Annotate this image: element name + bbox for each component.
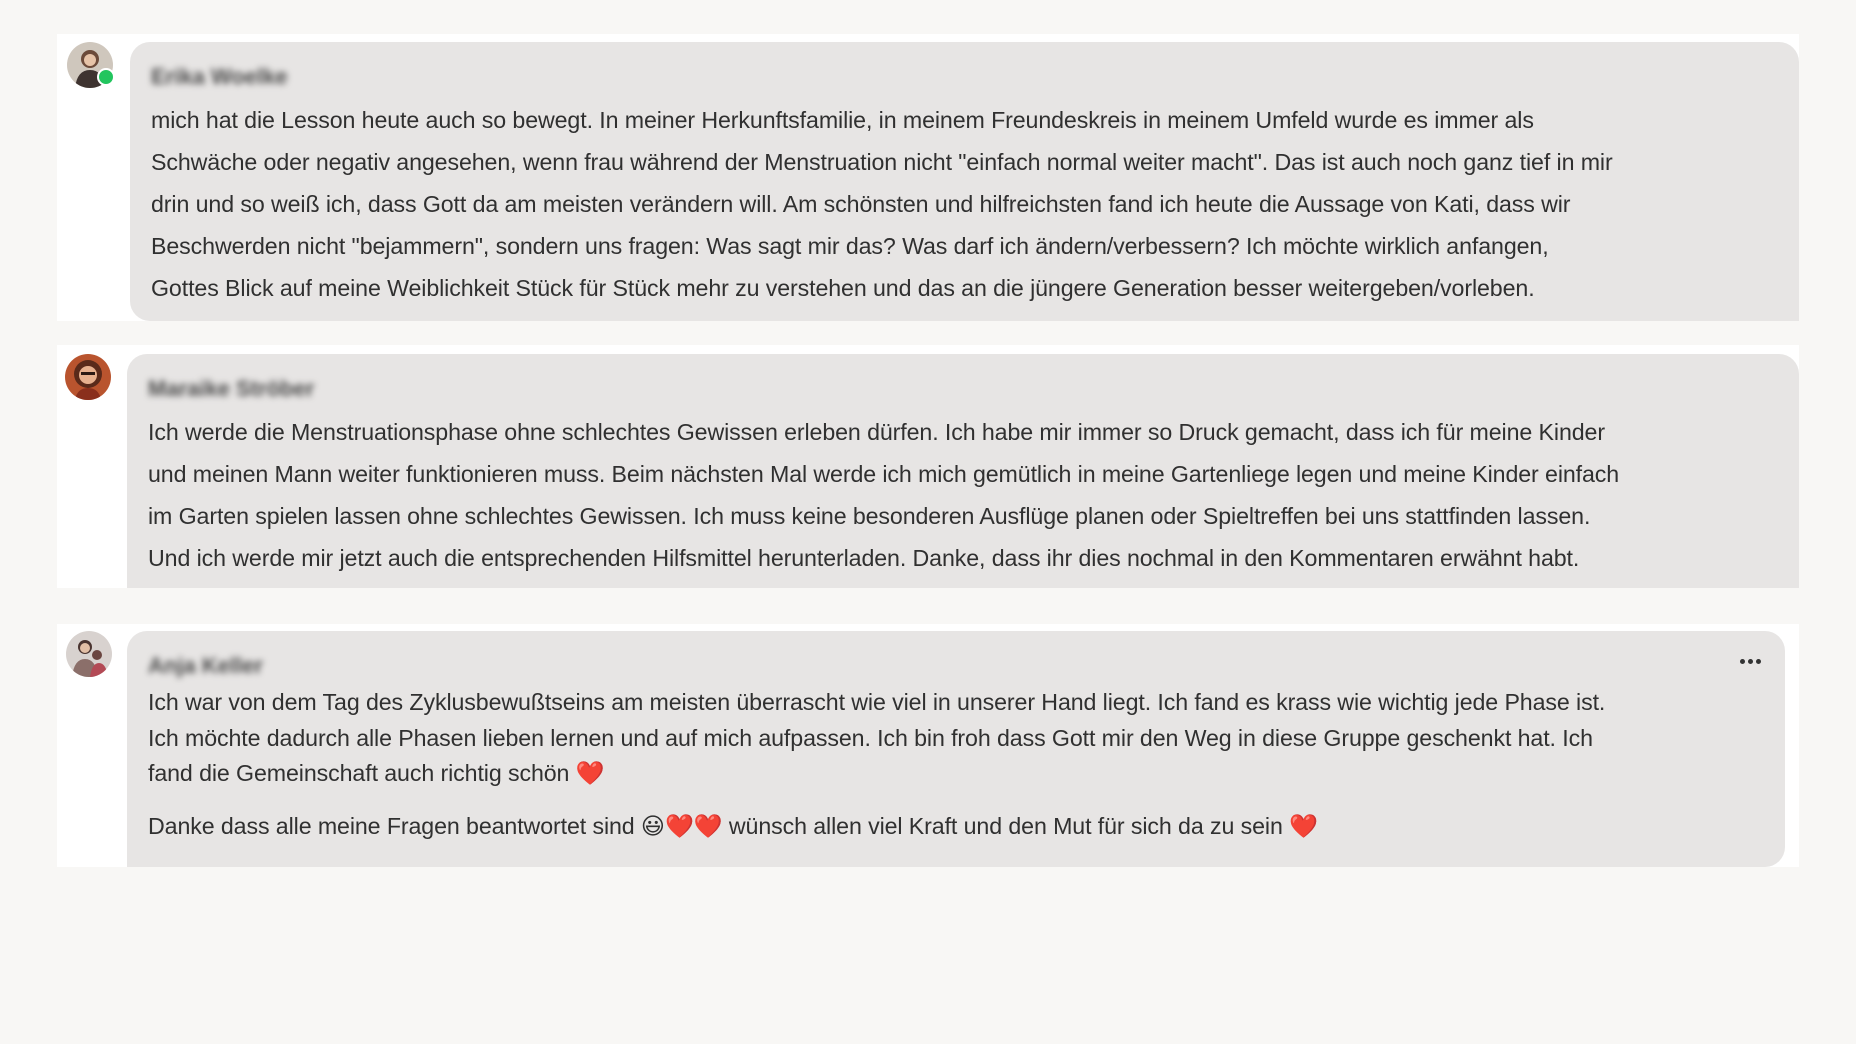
comment-line: mich hat die Lesson heute auch so bewegt. In meiner Herkunftsfamilie, in meinem Freundeskreis in meinem Umfeld wurde es immer als <box>151 107 1534 133</box>
comment-line: Danke dass alle meine Fragen beantwortet sind 😃❤️❤️ wünsch allen viel Kraft und den Mut für sich da zu sein ❤️ <box>148 813 1318 839</box>
comment-text <box>151 99 1613 309</box>
avatar[interactable] <box>65 354 111 400</box>
author-name[interactable]: Maraike Ströber <box>148 376 315 401</box>
comment-item <box>57 624 1799 867</box>
avatar[interactable] <box>66 631 112 677</box>
author-name[interactable]: Erika Woelke <box>151 64 288 89</box>
comment-line: drin und so weiß ich, dass Gott da am meisten verändern will. Am schönsten und hilfreichsten fand ich heute die Aussage von Kati, dass wir <box>151 191 1571 217</box>
comment-line: Und ich werde mir jetzt auch die entsprechenden Hilfsmittel herunterladen. Danke, dass ihr dies nochmal in den Kommentaren erwähnt habt. <box>148 545 1580 571</box>
online-status-icon <box>97 68 115 86</box>
comment-text <box>148 808 1318 844</box>
comment-line: und meinen Mann weiter funktionieren muss. Beim nächsten Mal werde ich mich gemütlich in meine Gartenliege legen und meine Kinder einfach <box>148 461 1620 487</box>
comment-bubble <box>130 42 1799 321</box>
comment-line: Schwäche oder negativ angesehen, wenn frau während der Menstruation nicht "einfach normal weiter macht". Das ist auch noch ganz tief in mir <box>151 149 1613 175</box>
comment-line: im Garten spielen lassen ohne schlechtes Gewissen. Ich muss keine besonderen Ausflüge planen oder Spieltreffen bei uns stattfinden lassen. <box>148 503 1591 529</box>
more-horizontal-icon <box>1748 659 1753 664</box>
comment-line: fand die Gemeinschaft auch richtig schön ❤️ <box>148 760 605 786</box>
comment-line: Gottes Blick auf meine Weiblichkeit Stück für Stück mehr zu verstehen und das an die jüngere Generation besser weitergeben/vorleben. <box>151 275 1535 301</box>
more-horizontal-icon <box>1756 659 1761 664</box>
comment-text <box>148 685 1605 792</box>
author-name[interactable]: Anja Keller <box>148 653 263 678</box>
comment-line: Beschwerden nicht "bejammern", sondern uns fragen: Was sagt mir das? Was darf ich ändern/verbessern? Ich möchte wirklich anfangen, <box>151 233 1549 259</box>
comment-item <box>57 345 1799 588</box>
more-horizontal-icon <box>1740 659 1745 664</box>
more-options-button[interactable] <box>1735 651 1765 671</box>
comment-line: Ich möchte dadurch alle Phasen lieben lernen und auf mich aufpassen. Ich bin froh dass Gott mir den Weg in diese Gruppe geschenkt hat. Ich <box>148 724 1593 751</box>
comment-bubble <box>127 631 1785 867</box>
comment-line: Ich war von dem Tag des Zyklusbewußtseins am meisten überrascht wie viel in unserer Hand liegt. Ich fand es krass wie wichtig jede Phase ist. <box>148 689 1606 715</box>
comment-bubble <box>127 354 1799 588</box>
comment-text <box>148 411 1619 579</box>
comment-item <box>57 34 1799 321</box>
comment-line: Ich werde die Menstruationsphase ohne schlechtes Gewissen erleben dürfen. Ich habe mir immer so Druck gemacht, dass ich für meine Kinder <box>148 419 1605 445</box>
